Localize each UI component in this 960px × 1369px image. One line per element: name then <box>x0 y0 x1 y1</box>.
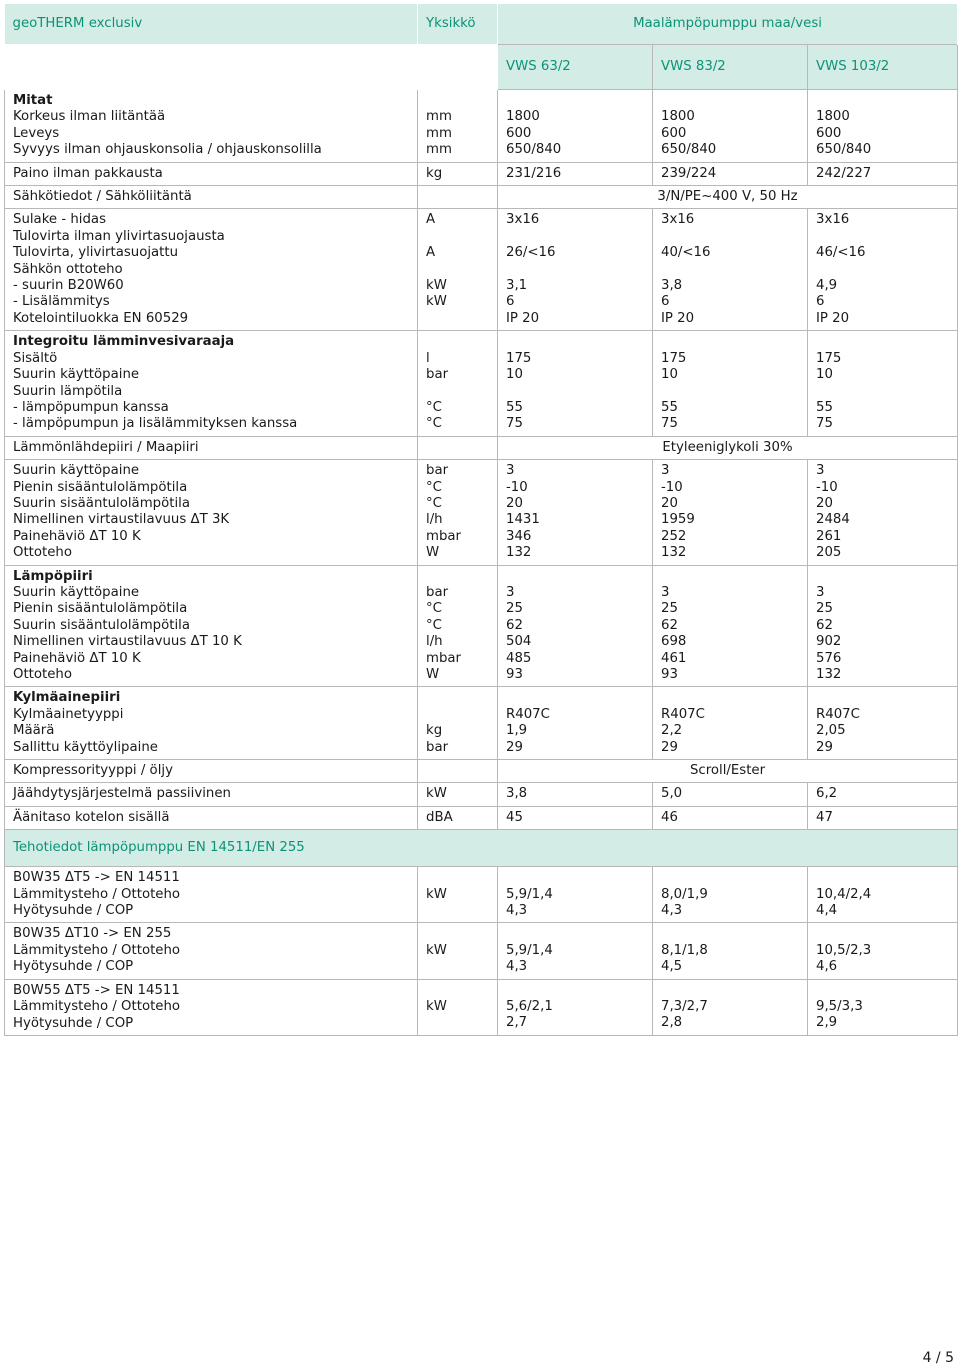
row-value: 4,3 <box>661 903 683 919</box>
row-value <box>661 690 799 706</box>
row-unit: °C <box>426 617 442 633</box>
row-value: 132 <box>661 545 687 561</box>
row-value <box>661 262 799 278</box>
row-label: - lämpöpumpun kanssa <box>13 399 169 415</box>
row-value: 3x16 <box>506 212 540 228</box>
row-unit <box>426 311 489 327</box>
row-value: 45 <box>498 806 653 829</box>
group-mitat <box>5 90 958 163</box>
row-unit: mbar <box>426 528 462 544</box>
row-value: 25 <box>506 601 523 617</box>
row-aani <box>5 806 958 829</box>
row-value: 1959 <box>661 512 695 528</box>
row-value: 2484 <box>816 512 850 528</box>
row-value: 62 <box>661 617 678 633</box>
row-value <box>816 870 949 886</box>
row-unit: mm <box>426 142 452 158</box>
row-label: Painehäviö ΔT 10 K <box>13 528 141 544</box>
row-unit: kg <box>418 162 498 185</box>
row-unit: mm <box>426 125 452 141</box>
row-label: Lämmitysteho / Ottoteho <box>13 886 181 902</box>
row-value: R407C <box>661 706 705 722</box>
row-label: Hyötysuhde / COP <box>13 959 134 975</box>
row-passiivi <box>5 783 958 806</box>
row-value: 3x16 <box>661 212 695 228</box>
row-value: 175 <box>816 350 842 366</box>
row-unit: kW <box>426 942 447 958</box>
row-value: 600 <box>506 125 532 141</box>
row-value: 461 <box>661 650 687 666</box>
row-label: Syvyys ilman ohjauskonsolia / ohjauskonsolilla <box>13 142 322 158</box>
row-value <box>661 870 799 886</box>
row-value: Scroll/Ester <box>498 760 958 783</box>
row-value: 10,5/2,3 <box>816 942 872 958</box>
row-label: B0W35 ΔT5 -> EN 14511 <box>13 870 180 886</box>
row-value: 93 <box>661 666 678 682</box>
row-label: Suurin käyttöpaine <box>13 584 140 600</box>
row-value: 9,5/3,3 <box>816 999 863 1015</box>
row-value: 4,5 <box>661 959 683 975</box>
row-value: 40/<16 <box>661 245 711 261</box>
row-value: IP 20 <box>816 310 850 326</box>
row-value: 26/<16 <box>506 245 556 261</box>
row-value: 205 <box>816 545 842 561</box>
row-value: 3,8 <box>661 278 683 294</box>
row-value: 55 <box>506 399 523 415</box>
row-value: R407C <box>506 706 550 722</box>
row-unit: bar <box>426 463 449 479</box>
row-value: 1800 <box>816 109 850 125</box>
row-unit: W <box>426 545 440 561</box>
row-unit: °C <box>426 495 442 511</box>
row-value: 504 <box>506 634 532 650</box>
row-value: 62 <box>506 617 523 633</box>
row-value: 20 <box>506 495 523 511</box>
row-value: 3 <box>661 584 670 600</box>
row-value: IP 20 <box>506 310 540 326</box>
row-value: 20 <box>661 495 678 511</box>
row-value: 10,4/2,4 <box>816 886 872 902</box>
row-unit: l <box>426 350 430 366</box>
row-value: 132 <box>816 666 842 682</box>
row-unit: kg <box>426 723 443 739</box>
row-value <box>661 926 799 942</box>
row-label: Paino ilman pakkausta <box>5 162 418 185</box>
row-label: Leveys <box>13 125 60 141</box>
row-value <box>816 93 949 109</box>
row-label: Sallittu käyttöylipaine <box>13 739 158 755</box>
row-value: 650/840 <box>661 142 717 158</box>
row-paino <box>5 162 958 185</box>
row-label: Lämmitysteho / Ottoteho <box>13 999 181 1015</box>
row-value: 55 <box>816 399 833 415</box>
group-lampopiiri <box>5 565 958 687</box>
row-label: Tulovirta, ylivirtasuojattu <box>13 245 179 261</box>
row-value: 7,3/2,7 <box>661 999 708 1015</box>
row-value: 650/840 <box>506 142 562 158</box>
row-label: Hyötysuhde / COP <box>13 903 134 919</box>
row-sahko <box>5 186 958 209</box>
row-label: Sähkötiedot / Sähköliitäntä <box>5 186 418 209</box>
row-value: 3,1 <box>506 278 528 294</box>
row-value: 1800 <box>661 109 695 125</box>
row-unit <box>426 569 489 585</box>
row-label: Nimellinen virtaustilavuus ΔT 10 K <box>13 634 242 650</box>
row-value <box>661 983 799 999</box>
row-unit: bar <box>426 739 449 755</box>
row-value <box>816 983 949 999</box>
row-unit: °C <box>426 479 442 495</box>
row-label: Korkeus ilman liitäntää <box>13 109 166 125</box>
row-label: Jäähdytysjärjestelmä passiivinen <box>5 783 418 806</box>
row-value <box>506 569 644 585</box>
row-unit <box>426 93 489 109</box>
brand-title: geoTHERM exclusiv <box>5 4 418 45</box>
row-unit <box>426 690 489 706</box>
group-lvv <box>5 331 958 436</box>
row-unit <box>426 959 489 975</box>
row-value: 600 <box>816 125 842 141</box>
row-value: 902 <box>816 634 842 650</box>
row-value: 46 <box>653 806 808 829</box>
row-unit <box>426 983 489 999</box>
row-value: 3x16 <box>816 212 850 228</box>
row-unit: W <box>426 666 440 682</box>
row-label: Pienin sisääntulolämpötila <box>13 479 188 495</box>
row-unit: dBA <box>418 806 498 829</box>
row-value: 5,9/1,4 <box>506 886 553 902</box>
row-value: 2,8 <box>661 1015 683 1031</box>
row-label: Kompressorityyppi / öljy <box>5 760 418 783</box>
row-value: 3 <box>816 463 825 479</box>
row-value <box>506 383 644 399</box>
row-value: 29 <box>661 739 678 755</box>
row-label: Suurin sisääntulolämpötila <box>13 617 190 633</box>
model-header: VWS 103/2 <box>808 45 958 90</box>
row-value: 3/N/PE~400 V, 50 Hz <box>498 186 958 209</box>
teho-title-row <box>5 830 958 867</box>
row-label: Lämmitysteho / Ottoteho <box>13 942 181 958</box>
row-label: - suurin B20W60 <box>13 278 124 294</box>
row-value: 5,0 <box>653 783 808 806</box>
page-number: 4 / 5 <box>922 1350 954 1366</box>
row-label: Nimellinen virtaustilavuus ΔT 3K <box>13 512 230 528</box>
row-value: 75 <box>506 416 523 432</box>
row-label: Suurin käyttöpaine <box>13 367 140 383</box>
row-unit: l/h <box>426 634 443 650</box>
row-value: 10 <box>506 367 523 383</box>
row-unit <box>426 870 489 886</box>
row-value <box>816 383 949 399</box>
row-label: Sähkön ottoteho <box>13 261 123 277</box>
row-value <box>816 569 949 585</box>
row-value: 4,3 <box>506 959 528 975</box>
row-value: 2,05 <box>816 723 846 739</box>
row-value: 3 <box>506 584 515 600</box>
row-value: 698 <box>661 634 687 650</box>
row-value: 93 <box>506 666 523 682</box>
row-value: 10 <box>661 367 678 383</box>
row-value: 3 <box>661 463 670 479</box>
section-title: Tehotiedot lämpöpumppu EN 14511/EN 255 <box>5 830 958 867</box>
row-unit <box>426 1015 489 1031</box>
row-label: Mitat <box>13 93 53 108</box>
row-value: -10 <box>816 479 838 495</box>
product-title: Maalämpöpumppu maa/vesi <box>498 4 958 45</box>
group-sulake <box>5 209 958 331</box>
row-label: Hyötysuhde / COP <box>13 1015 134 1031</box>
row-value <box>661 93 799 109</box>
row-value: 2,7 <box>506 1015 528 1031</box>
row-unit: bar <box>426 584 449 600</box>
row-value: 25 <box>661 601 678 617</box>
row-value: Etyleeniglykoli 30% <box>498 436 958 459</box>
row-unit: A <box>426 245 436 261</box>
row-value <box>506 229 644 245</box>
row-label: Määrä <box>13 723 55 739</box>
row-label: Ottoteho <box>13 545 72 561</box>
row-value: R407C <box>816 706 860 722</box>
row-value: 485 <box>506 650 532 666</box>
row-lahde <box>5 436 958 459</box>
row-label: Kotelointiluokka EN 60529 <box>13 310 189 326</box>
row-value: 3,8 <box>498 783 653 806</box>
row-kompressori <box>5 760 958 783</box>
row-label: Suurin sisääntulolämpötila <box>13 495 190 511</box>
row-label: Suurin käyttöpaine <box>13 463 140 479</box>
row-unit <box>426 926 489 942</box>
row-value: 75 <box>816 416 833 432</box>
row-value: 576 <box>816 650 842 666</box>
row-value: 4,6 <box>816 959 838 975</box>
row-label: Suurin lämpötila <box>13 383 123 399</box>
row-unit <box>426 903 489 919</box>
row-unit <box>426 707 489 723</box>
row-value: 2,2 <box>661 723 683 739</box>
row-value: 25 <box>816 601 833 617</box>
row-value: 600 <box>661 125 687 141</box>
row-value: IP 20 <box>661 310 695 326</box>
row-value <box>506 926 644 942</box>
row-label: Sulake - hidas <box>13 212 107 228</box>
row-unit: °C <box>426 416 442 432</box>
row-unit: °C <box>426 399 442 415</box>
row-value: 5,6/2,1 <box>506 999 553 1015</box>
row-value: 239/224 <box>653 162 808 185</box>
row-value: 175 <box>661 350 687 366</box>
row-value: -10 <box>506 479 528 495</box>
row-value: 8,1/1,8 <box>661 942 708 958</box>
row-value: 1800 <box>506 109 540 125</box>
group-teho3 <box>5 979 958 1035</box>
row-label: - Lisälämmitys <box>13 294 110 310</box>
row-value: 6 <box>816 294 825 310</box>
group-kylma <box>5 687 958 760</box>
row-unit <box>426 229 489 245</box>
row-unit: bar <box>426 367 449 383</box>
row-value: 29 <box>506 739 523 755</box>
models-row <box>5 45 958 90</box>
row-label: Ottoteho <box>13 667 72 682</box>
model-header: VWS 63/2 <box>498 45 653 90</box>
row-value <box>506 870 644 886</box>
row-value: 47 <box>808 806 958 829</box>
row-value <box>816 334 949 350</box>
row-value: 252 <box>661 528 687 544</box>
row-label: Painehäviö ΔT 10 K <box>13 650 141 666</box>
row-value: 4,9 <box>816 278 838 294</box>
row-value: 650/840 <box>816 142 872 158</box>
row-value: 175 <box>506 350 532 366</box>
row-value: 346 <box>506 528 532 544</box>
row-value: 6 <box>506 294 515 310</box>
row-value: 4,3 <box>506 903 528 919</box>
row-value <box>661 334 799 350</box>
unit-header: Yksikkö <box>418 4 498 45</box>
row-unit: mbar <box>426 650 462 666</box>
row-value <box>816 926 949 942</box>
row-unit <box>426 262 489 278</box>
row-value <box>661 569 799 585</box>
row-label: B0W35 ΔT10 -> EN 255 <box>13 926 172 942</box>
row-value: 1431 <box>506 512 540 528</box>
row-label: Lämmönlähdepiiri / Maapiiri <box>5 436 418 459</box>
row-value <box>506 334 644 350</box>
row-unit: kW <box>426 999 447 1015</box>
row-label: Lämpöpiiri <box>13 568 93 584</box>
row-unit: kW <box>426 886 447 902</box>
row-label: - lämpöpumpun ja lisälämmityksen kanssa <box>13 416 298 432</box>
row-value <box>816 229 949 245</box>
row-value: 242/227 <box>808 162 958 185</box>
row-value <box>506 93 644 109</box>
row-value: 62 <box>816 617 833 633</box>
row-unit: mm <box>426 109 452 125</box>
row-label: Integroitu lämminvesivaraaja <box>13 334 235 350</box>
group-teho1 <box>5 867 958 923</box>
row-unit: °C <box>426 601 442 617</box>
row-label: Kylmäainetyyppi <box>13 706 124 722</box>
model-header: VWS 83/2 <box>653 45 808 90</box>
row-unit: l/h <box>426 512 443 528</box>
row-value: 132 <box>506 545 532 561</box>
row-value: 46/<16 <box>816 245 866 261</box>
row-value: 8,0/1,9 <box>661 886 708 902</box>
row-value: 20 <box>816 495 833 511</box>
row-value: 3 <box>816 584 825 600</box>
row-value <box>506 690 644 706</box>
row-label: B0W55 ΔT5 -> EN 14511 <box>13 982 180 998</box>
row-value <box>816 262 949 278</box>
row-value: 231/216 <box>498 162 653 185</box>
row-label: Äänitaso kotelon sisällä <box>5 806 418 829</box>
group-teho2 <box>5 923 958 979</box>
row-value <box>661 383 799 399</box>
row-unit: A <box>426 212 436 228</box>
row-value <box>506 262 644 278</box>
row-value: 1,9 <box>506 723 528 739</box>
row-unit <box>426 334 489 350</box>
row-value: 261 <box>816 528 842 544</box>
row-label: Sisältö <box>13 350 58 366</box>
row-value: 6 <box>661 294 670 310</box>
row-unit: kW <box>426 294 447 310</box>
row-value: 29 <box>816 739 833 755</box>
row-value: 3 <box>506 463 515 479</box>
row-value <box>816 690 949 706</box>
row-value: 55 <box>661 399 678 415</box>
row-value <box>506 983 644 999</box>
row-label: Tulovirta ilman ylivirtasuojausta <box>13 228 225 244</box>
spec-table <box>4 4 958 1036</box>
row-value: 2,9 <box>816 1015 838 1031</box>
group-maapiiri <box>5 460 958 565</box>
row-unit <box>426 383 489 399</box>
row-value: 10 <box>816 367 833 383</box>
row-value: 4,4 <box>816 903 838 919</box>
row-unit: kW <box>426 278 447 294</box>
row-value <box>661 229 799 245</box>
row-value: 5,9/1,4 <box>506 942 553 958</box>
row-label: Pienin sisääntulolämpötila <box>13 601 188 617</box>
row-value: -10 <box>661 479 683 495</box>
header-row <box>5 4 958 45</box>
row-value: 75 <box>661 416 678 432</box>
row-value: 6,2 <box>808 783 958 806</box>
row-unit: kW <box>418 783 498 806</box>
row-label: Kylmäainepiiri <box>13 690 121 706</box>
